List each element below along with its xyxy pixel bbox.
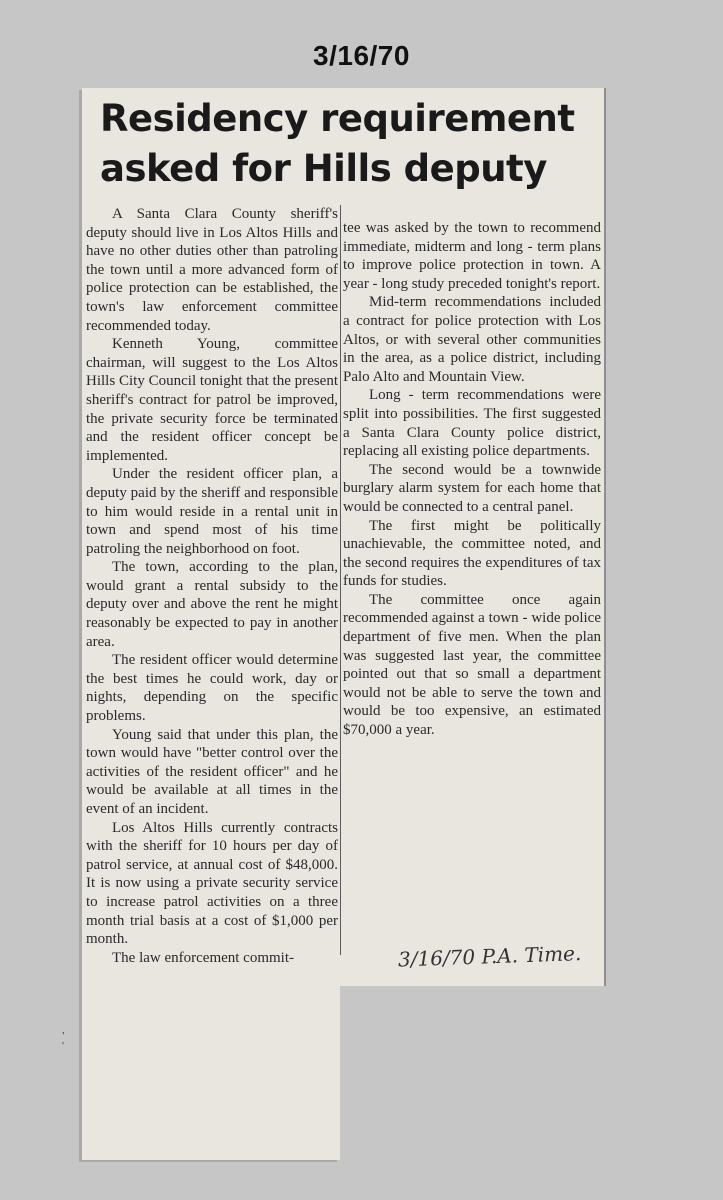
headline xyxy=(100,94,590,194)
headline-line-2: asked for Hills deputy xyxy=(100,147,547,190)
handwritten-note: 3/16/70 P.A. Time. xyxy=(397,941,582,972)
paragraph: The first might be politically unachievable, the committee noted, and the second requires the expenditures of tax funds for studies. xyxy=(343,517,601,590)
paragraph: The law enforcement commit- xyxy=(112,949,295,966)
paragraph: Young said that under this plan, the town would have "better control over the activities of the resident officer" and he would be available at all times in the event of an incident. xyxy=(86,726,338,817)
column-divider xyxy=(340,205,341,955)
margin-mark: , xyxy=(62,1024,65,1036)
paragraph: Kenneth Young, committee chairman, will suggest to the Los Altos Hills City Council tonight that the present sheriff's contract for patrol be improved, the private security force be terminated and the resident officer concept be implemented. xyxy=(86,336,338,464)
paragraph: The town, according to the plan, would grant a rental subsidy to the deputy over and above the rent he might reasonably be expected to pay in another area. xyxy=(86,559,338,650)
article-column-left xyxy=(86,205,338,967)
paragraph: tee was asked by the town to recommend immediate, midterm and long - term plans to improve police protection in town. A year - long study preceded tonight's report. xyxy=(343,220,601,292)
headline-line-1: Residency requirement xyxy=(100,97,575,140)
paragraph: A Santa Clara County sheriff's deputy should live in Los Altos Hills and have no other duties other than patroling the town until a more advanced form of police protection can be established, the town's law enforcement committee recommended today. xyxy=(86,206,338,334)
date-label: 3/16/70 xyxy=(313,40,410,71)
article-column-right xyxy=(343,219,601,740)
paragraph: Mid-term recommendations included a contract for police protection with Los Altos, or with several other communities in the area, as a police district, including Palo Alto and Mountain View. xyxy=(343,294,601,385)
margin-mark: ' xyxy=(62,1040,64,1052)
paragraph: The resident officer would determine the best times he could work, day or nights, depending on the specific problems. xyxy=(86,652,338,725)
paragraph: The second would be a townwide burglary alarm system for each home that would be connected to a central panel. xyxy=(343,461,601,515)
paragraph: Long - term recommendations were split into possibilities. The first suggested a Santa Clara County police district, replacing all existing police departments. xyxy=(343,387,601,460)
paragraph: Under the resident officer plan, a deputy paid by the sheriff and responsible to him would reside in a rental unit in town and spend most of his time patroling the neighborhood on foot. xyxy=(86,466,338,557)
margin-marks xyxy=(62,1022,78,1054)
paragraph: The committee once again recommended against a town - wide police department of five men. When the plan was suggested last year, the committee pointed out that so small a department would not be able to serve the town and would be too expensive, an estimated $70,000 a year. xyxy=(343,591,601,739)
paragraph: Los Altos Hills currently contracts with the sheriff for 10 hours per day of patrol service, at annual cost of $48,000. It is now using a private security service to increase patrol activities on a three month trial basis at a cost of $1,000 per month. xyxy=(86,819,338,948)
